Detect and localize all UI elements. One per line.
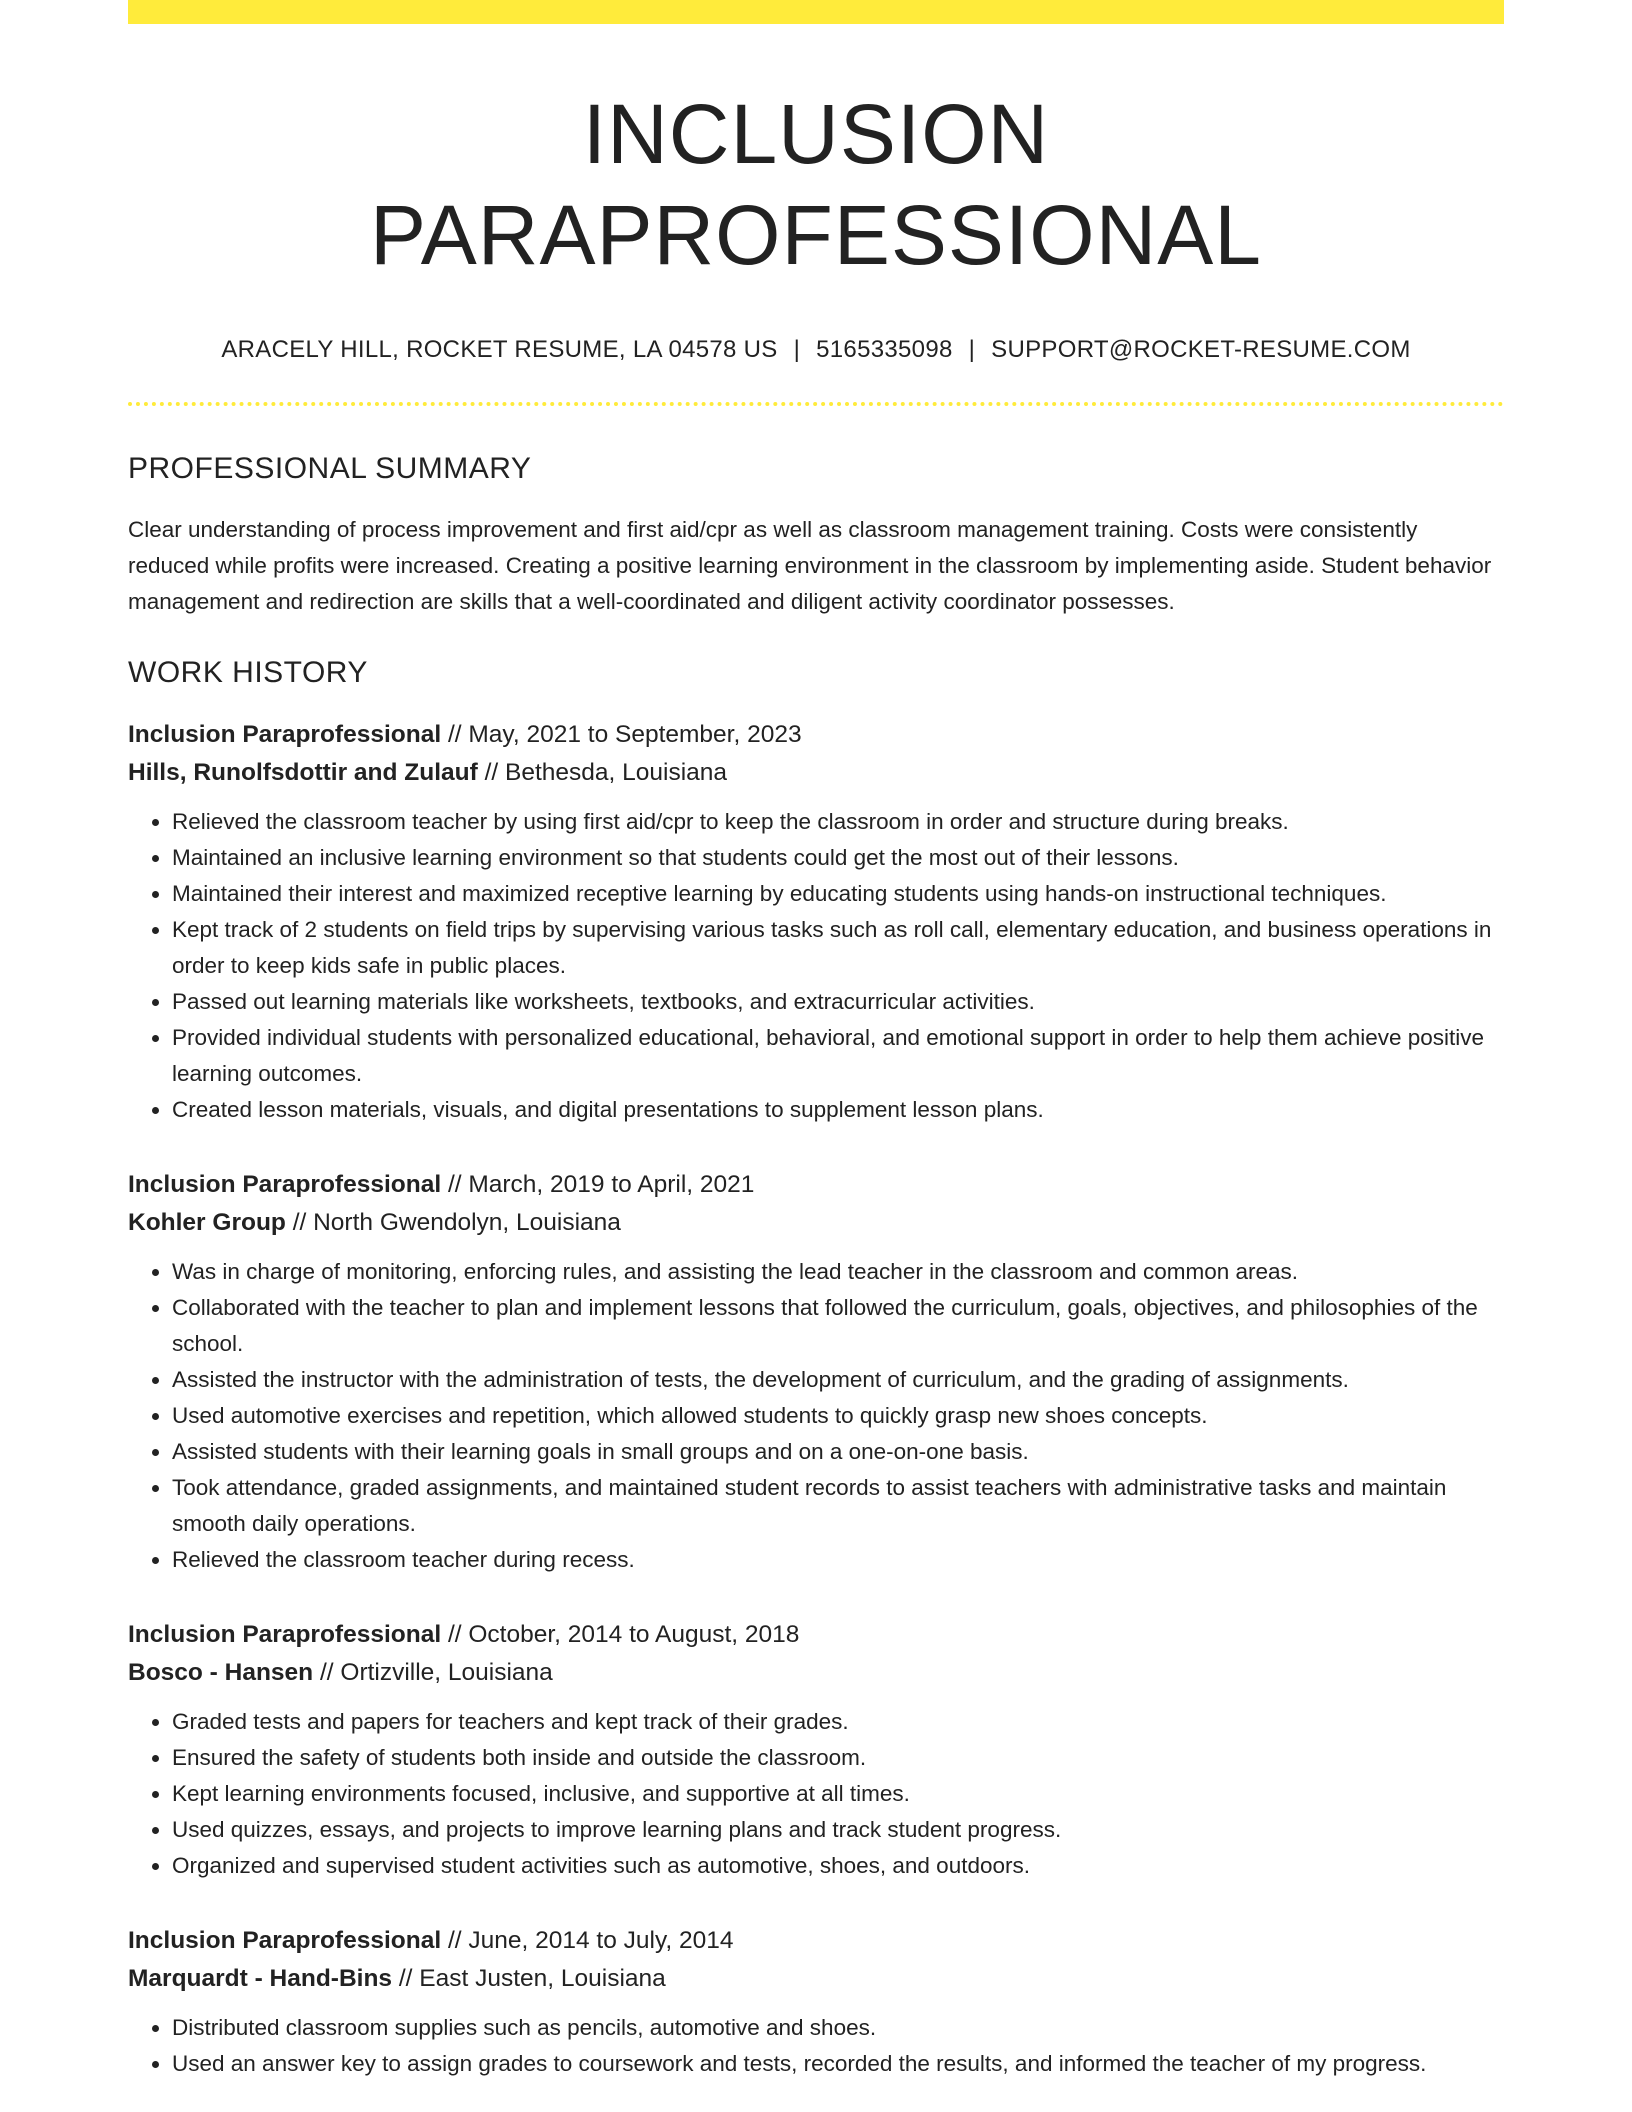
job-location: // North Gwendolyn, Louisiana	[285, 1208, 621, 1236]
job-company: Kohler Group	[128, 1208, 286, 1236]
job-bullet: • Kept learning environments focused, inclusive, and supportive at all times.	[172, 1776, 1504, 1812]
job-company-line	[128, 1960, 1504, 1998]
resume-title: INCLUSION PARAPROFESSIONAL	[369, 87, 1262, 282]
contact-phone: 5165335098	[816, 335, 953, 363]
job-bullet: • Maintained their interest and maximized receptive learning by educating students using hands-on instructional techniques.	[172, 876, 1504, 912]
contact-line	[128, 336, 1504, 364]
work-history-list	[128, 716, 1504, 2082]
job-bullet: • Created lesson materials, visuals, and digital presentations to supplement lesson plans.	[172, 1092, 1504, 1128]
job-bullet: • Distributed classroom supplies such as pencils, automotive and shoes.	[172, 2010, 1504, 2046]
job-dates: // June, 2014 to July, 2014	[441, 1926, 734, 1954]
job-dates: // October, 2014 to August, 2018	[441, 1620, 800, 1648]
job-company: Marquardt - Hand-Bins	[128, 1964, 393, 1992]
job-entry	[128, 1616, 1504, 1884]
job-bullet: • Passed out learning materials like worksheets, textbooks, and extracurricular activities.	[172, 984, 1504, 1020]
job-bullet: • Relieved the classroom teacher by using first aid/cpr to keep the classroom in order and structure during breaks.	[172, 804, 1504, 840]
job-title: Inclusion Paraprofessional	[128, 1926, 442, 1954]
job-dates: // May, 2021 to September, 2023	[441, 720, 802, 748]
job-bullet-list	[128, 2010, 1504, 2082]
job-title-line	[128, 716, 1504, 754]
job-company-line	[128, 1654, 1504, 1692]
job-title: Inclusion Paraprofessional	[128, 720, 442, 748]
job-bullet-list	[128, 1254, 1504, 1578]
job-title-line	[128, 1616, 1504, 1654]
job-bullet: • Ensured the safety of students both inside and outside the classroom.	[172, 1740, 1504, 1776]
job-bullet: • Provided individual students with personalized educational, behavioral, and emotional support in order to help them achieve positive learning outcomes.	[172, 1020, 1504, 1092]
job-bullet: • Assisted the instructor with the administration of tests, the development of curriculum, and the grading of assignments.	[172, 1362, 1504, 1398]
job-title: Inclusion Paraprofessional	[128, 1170, 442, 1198]
job-entry	[128, 1166, 1504, 1578]
job-title-line	[128, 1922, 1504, 1960]
job-company-line	[128, 1204, 1504, 1242]
job-company: Hills, Runolfsdottir and Zulauf	[128, 758, 478, 786]
job-bullet: • Used automotive exercises and repetition, which allowed students to quickly grasp new shoes concepts.	[172, 1398, 1504, 1434]
section-heading-summary: PROFESSIONAL SUMMARY	[128, 451, 532, 485]
summary-text: Clear understanding of process improvement and first aid/cpr as well as classroom management training. Costs were consistently reduced while profits were increased. Creating a positive learning environment in the classroom by implementing aside. Student behavior management and redirection are skills that a well-coordinated and diligent activity coordinator possesses.	[128, 516, 1492, 614]
section-heading-work-history: WORK HISTORY	[128, 655, 368, 689]
job-title-line	[128, 1166, 1504, 1204]
job-location: // East Justen, Louisiana	[392, 1964, 666, 1992]
job-bullet: • Relieved the classroom teacher during recess.	[172, 1542, 1504, 1578]
job-location: // Bethesda, Louisiana	[477, 758, 728, 786]
accent-top-bar	[128, 0, 1504, 24]
job-bullet: • Was in charge of monitoring, enforcing rules, and assisting the lead teacher in the classroom and common areas.	[172, 1254, 1504, 1290]
job-entry	[128, 1922, 1504, 2082]
job-bullet: • Kept track of 2 students on field trips by supervising various tasks such as roll call, elementary education, and business operations in order to keep kids safe in public places.	[172, 912, 1504, 984]
contact-separator: |	[793, 335, 801, 363]
job-bullet: • Collaborated with the teacher to plan and implement lessons that followed the curriculum, goals, objectives, and philosophies of the school.	[172, 1290, 1504, 1362]
contact-address: ARACELY HILL, ROCKET RESUME, LA 04578 US	[221, 335, 778, 363]
job-bullet: • Organized and supervised student activities such as automotive, shoes, and outdoors.	[172, 1848, 1504, 1884]
job-bullet: • Graded tests and papers for teachers and kept track of their grades.	[172, 1704, 1504, 1740]
contact-email: SUPPORT@ROCKET-RESUME.COM	[991, 335, 1411, 363]
job-dates: // March, 2019 to April, 2021	[441, 1170, 755, 1198]
job-entry	[128, 716, 1504, 1128]
dotted-divider	[128, 402, 1504, 406]
job-title: Inclusion Paraprofessional	[128, 1620, 442, 1648]
job-bullet: • Maintained an inclusive learning environment so that students could get the most out of their lessons.	[172, 840, 1504, 876]
job-bullet-list	[128, 804, 1504, 1128]
resume-page	[128, 0, 1504, 2082]
job-bullet: • Used quizzes, essays, and projects to improve learning plans and track student progress.	[172, 1812, 1504, 1848]
job-company: Bosco - Hansen	[128, 1658, 314, 1686]
job-bullet: • Used an answer key to assign grades to coursework and tests, recorded the results, and informed the teacher of my progress.	[172, 2046, 1504, 2082]
job-bullet: • Took attendance, graded assignments, and maintained student records to assist teachers with administrative tasks and maintain smooth daily operations.	[172, 1470, 1504, 1542]
job-bullet: • Assisted students with their learning goals in small groups and on a one-on-one basis.	[172, 1434, 1504, 1470]
job-bullet-list	[128, 1704, 1504, 1884]
job-location: // Ortizville, Louisiana	[313, 1658, 553, 1686]
job-company-line	[128, 754, 1504, 792]
contact-separator: |	[968, 335, 976, 363]
